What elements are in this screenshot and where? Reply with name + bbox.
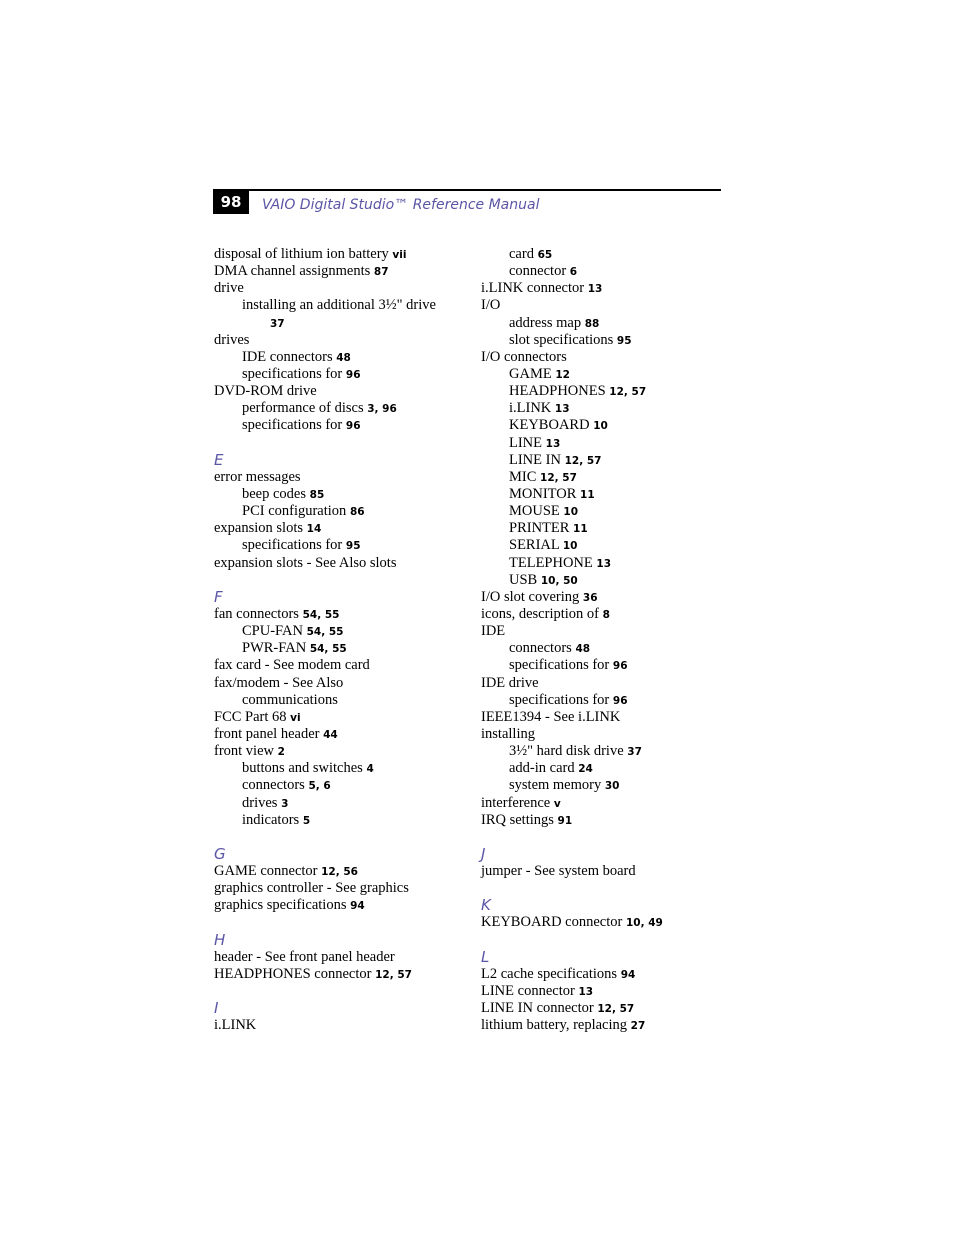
index-subentry (481, 503, 743, 520)
page-reference: 4 (366, 763, 374, 776)
index-column-right (481, 246, 743, 1034)
page-reference: 10 (593, 420, 608, 433)
index-entry (214, 555, 476, 572)
entry-term: system memory (509, 777, 602, 794)
entry-term: specifications for (242, 537, 343, 554)
page-reference: 8 (602, 608, 610, 621)
index-entry (481, 863, 743, 880)
index-entry (214, 469, 476, 486)
page-reference: 54, 55 (302, 608, 340, 621)
page-reference: 12, 57 (564, 454, 602, 467)
index-entry (481, 606, 743, 623)
entry-term: PRINTER (509, 520, 570, 537)
index-subentry (481, 315, 743, 332)
page-reference: 10 (563, 506, 579, 519)
page-reference: 86 (349, 506, 365, 519)
index-entry (214, 263, 476, 280)
entry-term: interference (481, 794, 551, 811)
index-entry (481, 795, 743, 812)
page-reference: 96 (345, 420, 361, 433)
entry-term: PWR-FAN (242, 640, 307, 657)
index-entry (481, 1000, 743, 1017)
page-reference: 3, 96 (367, 403, 397, 416)
index-subentry (214, 349, 476, 366)
page-reference: 37 (627, 746, 642, 759)
index-entry (214, 1017, 476, 1034)
page-reference: 12 (555, 368, 570, 381)
index-subentry (214, 366, 476, 383)
entry-term: connector (509, 263, 567, 280)
index-subentry (481, 332, 743, 349)
page-reference: 96 (612, 694, 628, 707)
section-spacer (214, 829, 476, 846)
index-entry (481, 983, 743, 1000)
index-subentry (481, 743, 743, 760)
page-reference: 48 (336, 351, 351, 364)
page-reference: 48 (575, 643, 591, 656)
index-subentry (214, 623, 476, 640)
entry-term: IRQ settings (481, 811, 554, 828)
entry-term: lithium battery, replacing (481, 1017, 628, 1034)
page-reference: 10, 49 (625, 917, 663, 930)
page-reference: 94 (620, 968, 636, 981)
page-reference: 14 (306, 523, 322, 536)
entry-term: L2 cache specifications (481, 965, 618, 982)
page-reference: 12, 57 (597, 1003, 635, 1016)
entry-term: PCI configuration (242, 503, 347, 520)
entry-term: USB (509, 571, 538, 588)
entry-term: drive (214, 280, 244, 297)
page-reference: 54, 55 (306, 626, 344, 639)
entry-term: connectors (509, 640, 572, 657)
index-entry (214, 657, 476, 674)
page-reference: 36 (582, 591, 598, 604)
index-entry (481, 709, 743, 726)
index-subentry (214, 400, 476, 417)
page-reference: 88 (584, 317, 600, 330)
entry-term: fan connectors (214, 605, 299, 622)
entry-term: IDE (481, 623, 506, 640)
index-subentry (214, 640, 476, 657)
index-entry (481, 812, 743, 829)
section-letter: G (214, 844, 226, 863)
entry-term: specifications for (242, 365, 343, 382)
index-subentry (481, 469, 743, 486)
index-subentry (481, 246, 743, 263)
index-subentry (481, 572, 743, 589)
entry-term: LINE (509, 434, 543, 451)
page-number: 98 (213, 190, 249, 214)
page-reference: 95 (616, 334, 632, 347)
page-reference: 12, 57 (540, 471, 577, 484)
entry-term: HEADPHONES (509, 383, 606, 400)
index-entry (214, 606, 476, 623)
entry-term: LINE IN (509, 451, 561, 468)
entry-term: installing (481, 725, 535, 742)
index-entry (481, 966, 743, 983)
entry-term: beep codes (242, 485, 307, 502)
entry-term: fax card - See modem card (214, 657, 370, 674)
entry-term: IEEE1394 - See i.LINK (481, 708, 621, 725)
section-letter: K (481, 896, 491, 915)
entry-term: CPU-FAN (242, 623, 303, 640)
section-spacer (214, 983, 476, 1000)
index-entry (214, 726, 476, 743)
page-reference: 10, 50 (540, 574, 578, 587)
entry-term: add-in card (509, 760, 575, 777)
index-subentry (214, 795, 476, 812)
page-reference: 85 (309, 488, 325, 501)
index-subentry (214, 692, 476, 709)
entry-term: KEYBOARD (509, 417, 590, 434)
index-subentry (481, 486, 743, 503)
entry-term: expansion slots (214, 520, 304, 537)
entry-term: specifications for (242, 417, 343, 434)
section-spacer (481, 880, 743, 897)
entry-term: icons, description of (481, 605, 599, 622)
index-subentry (481, 657, 743, 674)
index-entry (214, 280, 476, 297)
entry-term: I/O slot covering (481, 588, 580, 605)
entry-term: front panel header (214, 725, 320, 742)
index-subentry (481, 383, 743, 400)
index-entry (214, 897, 476, 914)
page-reference: 11 (573, 523, 588, 536)
entry-term: communications (242, 691, 338, 708)
entry-term: FCC Part 68 (214, 708, 287, 725)
section-spacer (214, 572, 476, 589)
page-reference: 95 (345, 540, 361, 553)
index-entry (214, 743, 476, 760)
section-letter: I (214, 999, 219, 1018)
index-entry (214, 520, 476, 537)
index-subentry (214, 417, 476, 434)
section-spacer (481, 829, 743, 846)
index-subentry (481, 520, 743, 537)
page-reference: 96 (345, 368, 361, 381)
index-entry (481, 914, 743, 931)
entry-term: HEADPHONES connector (214, 965, 372, 982)
index-entry (481, 280, 743, 297)
entry-term: KEYBOARD connector (481, 914, 623, 931)
entry-term: buttons and switches (242, 760, 363, 777)
entry-term: front view (214, 743, 274, 760)
entry-term: LINE IN connector (481, 1000, 594, 1017)
index-subentry (481, 777, 743, 794)
page-reference: 6 (569, 266, 578, 279)
page-reference: 54, 55 (309, 643, 347, 656)
entry-term: MIC (509, 468, 537, 485)
entry-term: SERIAL (509, 537, 560, 554)
entry-term: i.LINK (509, 400, 552, 417)
index-entry (214, 709, 476, 726)
entry-term: fax/modem - See Also (214, 674, 344, 691)
entry-term: drives (214, 331, 250, 348)
page-reference: 30 (604, 780, 620, 793)
entry-term: drives (242, 794, 278, 811)
index-entry (214, 949, 476, 966)
page-reference: 12, 56 (321, 866, 358, 879)
index-entry (481, 623, 743, 640)
entry-term: DMA channel assignments (214, 263, 371, 280)
page-reference: 65 (537, 249, 553, 261)
index-subentry (481, 537, 743, 554)
entry-term: specifications for (509, 657, 610, 674)
index-subentry (214, 503, 476, 520)
index-entry (214, 863, 476, 880)
index-subentry (481, 435, 743, 452)
index-subentry (481, 263, 743, 280)
index-entry (214, 332, 476, 349)
entry-term: connectors (242, 777, 305, 794)
page-reference: 10 (562, 540, 578, 553)
entry-term: i.LINK connector (481, 280, 585, 297)
index-subentry (214, 537, 476, 554)
entry-term: GAME (509, 365, 552, 382)
page-reference: 24 (578, 763, 593, 776)
page-reference: 13 (554, 403, 570, 416)
page-reference: 3 (281, 797, 289, 810)
entry-term: MOUSE (509, 503, 560, 520)
section-letter: J (481, 844, 486, 863)
page-reference: 12, 57 (609, 386, 647, 399)
index-entry (214, 675, 476, 692)
page-reference: 13 (596, 557, 612, 570)
entry-term: IDE drive (481, 674, 539, 691)
index-subentry (481, 452, 743, 469)
page-reference: 13 (545, 437, 561, 450)
entry-term: graphics controller - See graphics (214, 880, 409, 897)
index-entry (214, 966, 476, 983)
index-subentry (481, 692, 743, 709)
index-subentry (481, 366, 743, 383)
page-reference: 96 (612, 660, 628, 673)
page-reference: vi (290, 711, 301, 724)
page-reference: 44 (323, 728, 338, 741)
page-reference: 94 (350, 900, 365, 913)
index-subentry (214, 777, 476, 794)
entry-term: TELEPHONE (509, 554, 593, 571)
page-reference: 12, 57 (375, 968, 412, 981)
page-reference: 5, 6 (308, 780, 331, 793)
index-subentry (214, 297, 476, 314)
index-subentry (481, 760, 743, 777)
index-entry (214, 246, 476, 263)
entry-term: I/O connectors (481, 348, 567, 365)
page-reference: 91 (557, 814, 573, 827)
index-subentry (214, 760, 476, 777)
entry-term: installing an additional 3½" drive (242, 297, 436, 314)
entry-term: MONITOR (509, 485, 577, 502)
entry-term: jumper - See system board (481, 863, 636, 880)
index-entry (481, 726, 743, 743)
page-reference: v (553, 797, 561, 810)
section-spacer (214, 914, 476, 931)
index-subentry (481, 417, 743, 434)
index-column-left (214, 246, 476, 1034)
page-reference: 2 (277, 746, 285, 759)
index-subentry (214, 315, 476, 332)
page-reference: 27 (630, 1020, 646, 1033)
entry-term: i.LINK (214, 1017, 257, 1034)
entry-term: graphics specifications (214, 897, 347, 914)
index-entry (481, 589, 743, 606)
index-subentry (481, 400, 743, 417)
entry-term: slot specifications (509, 331, 614, 348)
index-entry (481, 1017, 743, 1034)
section-letter: L (481, 947, 490, 966)
entry-term: LINE connector (481, 983, 575, 1000)
entry-term: disposal of lithium ion battery (214, 246, 389, 262)
index-subentry (214, 812, 476, 829)
running-title: VAIO Digital Studio™ Reference Manual (262, 197, 540, 213)
entry-term: IDE connectors (242, 348, 333, 365)
header-rule (213, 189, 721, 191)
section-letter: E (214, 450, 224, 469)
index-entry (481, 297, 743, 314)
entry-term: card (509, 246, 534, 262)
section-spacer (214, 435, 476, 452)
entry-term: address map (509, 314, 582, 331)
entry-term: error messages (214, 468, 301, 485)
section-letter: H (214, 930, 226, 949)
page-reference: 37 (270, 317, 285, 330)
index-subentry (214, 486, 476, 503)
page-reference: 13 (578, 986, 594, 999)
entry-term: GAME connector (214, 863, 318, 880)
entry-term: DVD-ROM drive (214, 383, 317, 400)
entry-term: performance of discs (242, 400, 364, 417)
page-reference: 87 (373, 266, 389, 279)
entry-term: indicators (242, 811, 300, 828)
index-entry (481, 675, 743, 692)
index-entry (481, 349, 743, 366)
index-entry (214, 383, 476, 400)
page-reference: 11 (580, 488, 595, 501)
entry-term: I/O (481, 297, 501, 314)
entry-term: specifications for (509, 691, 610, 708)
section-letter: F (214, 587, 223, 606)
page-reference: 13 (587, 283, 603, 296)
page-reference: 5 (302, 814, 311, 827)
index-subentry (481, 555, 743, 572)
entry-term: expansion slots - See Also slots (214, 554, 397, 571)
index-entry (214, 880, 476, 897)
entry-term: 3½" hard disk drive (509, 743, 624, 760)
section-spacer (481, 932, 743, 949)
entry-term: header - See front panel header (214, 948, 395, 965)
index-subentry (481, 640, 743, 657)
page-reference: vii (392, 249, 407, 261)
